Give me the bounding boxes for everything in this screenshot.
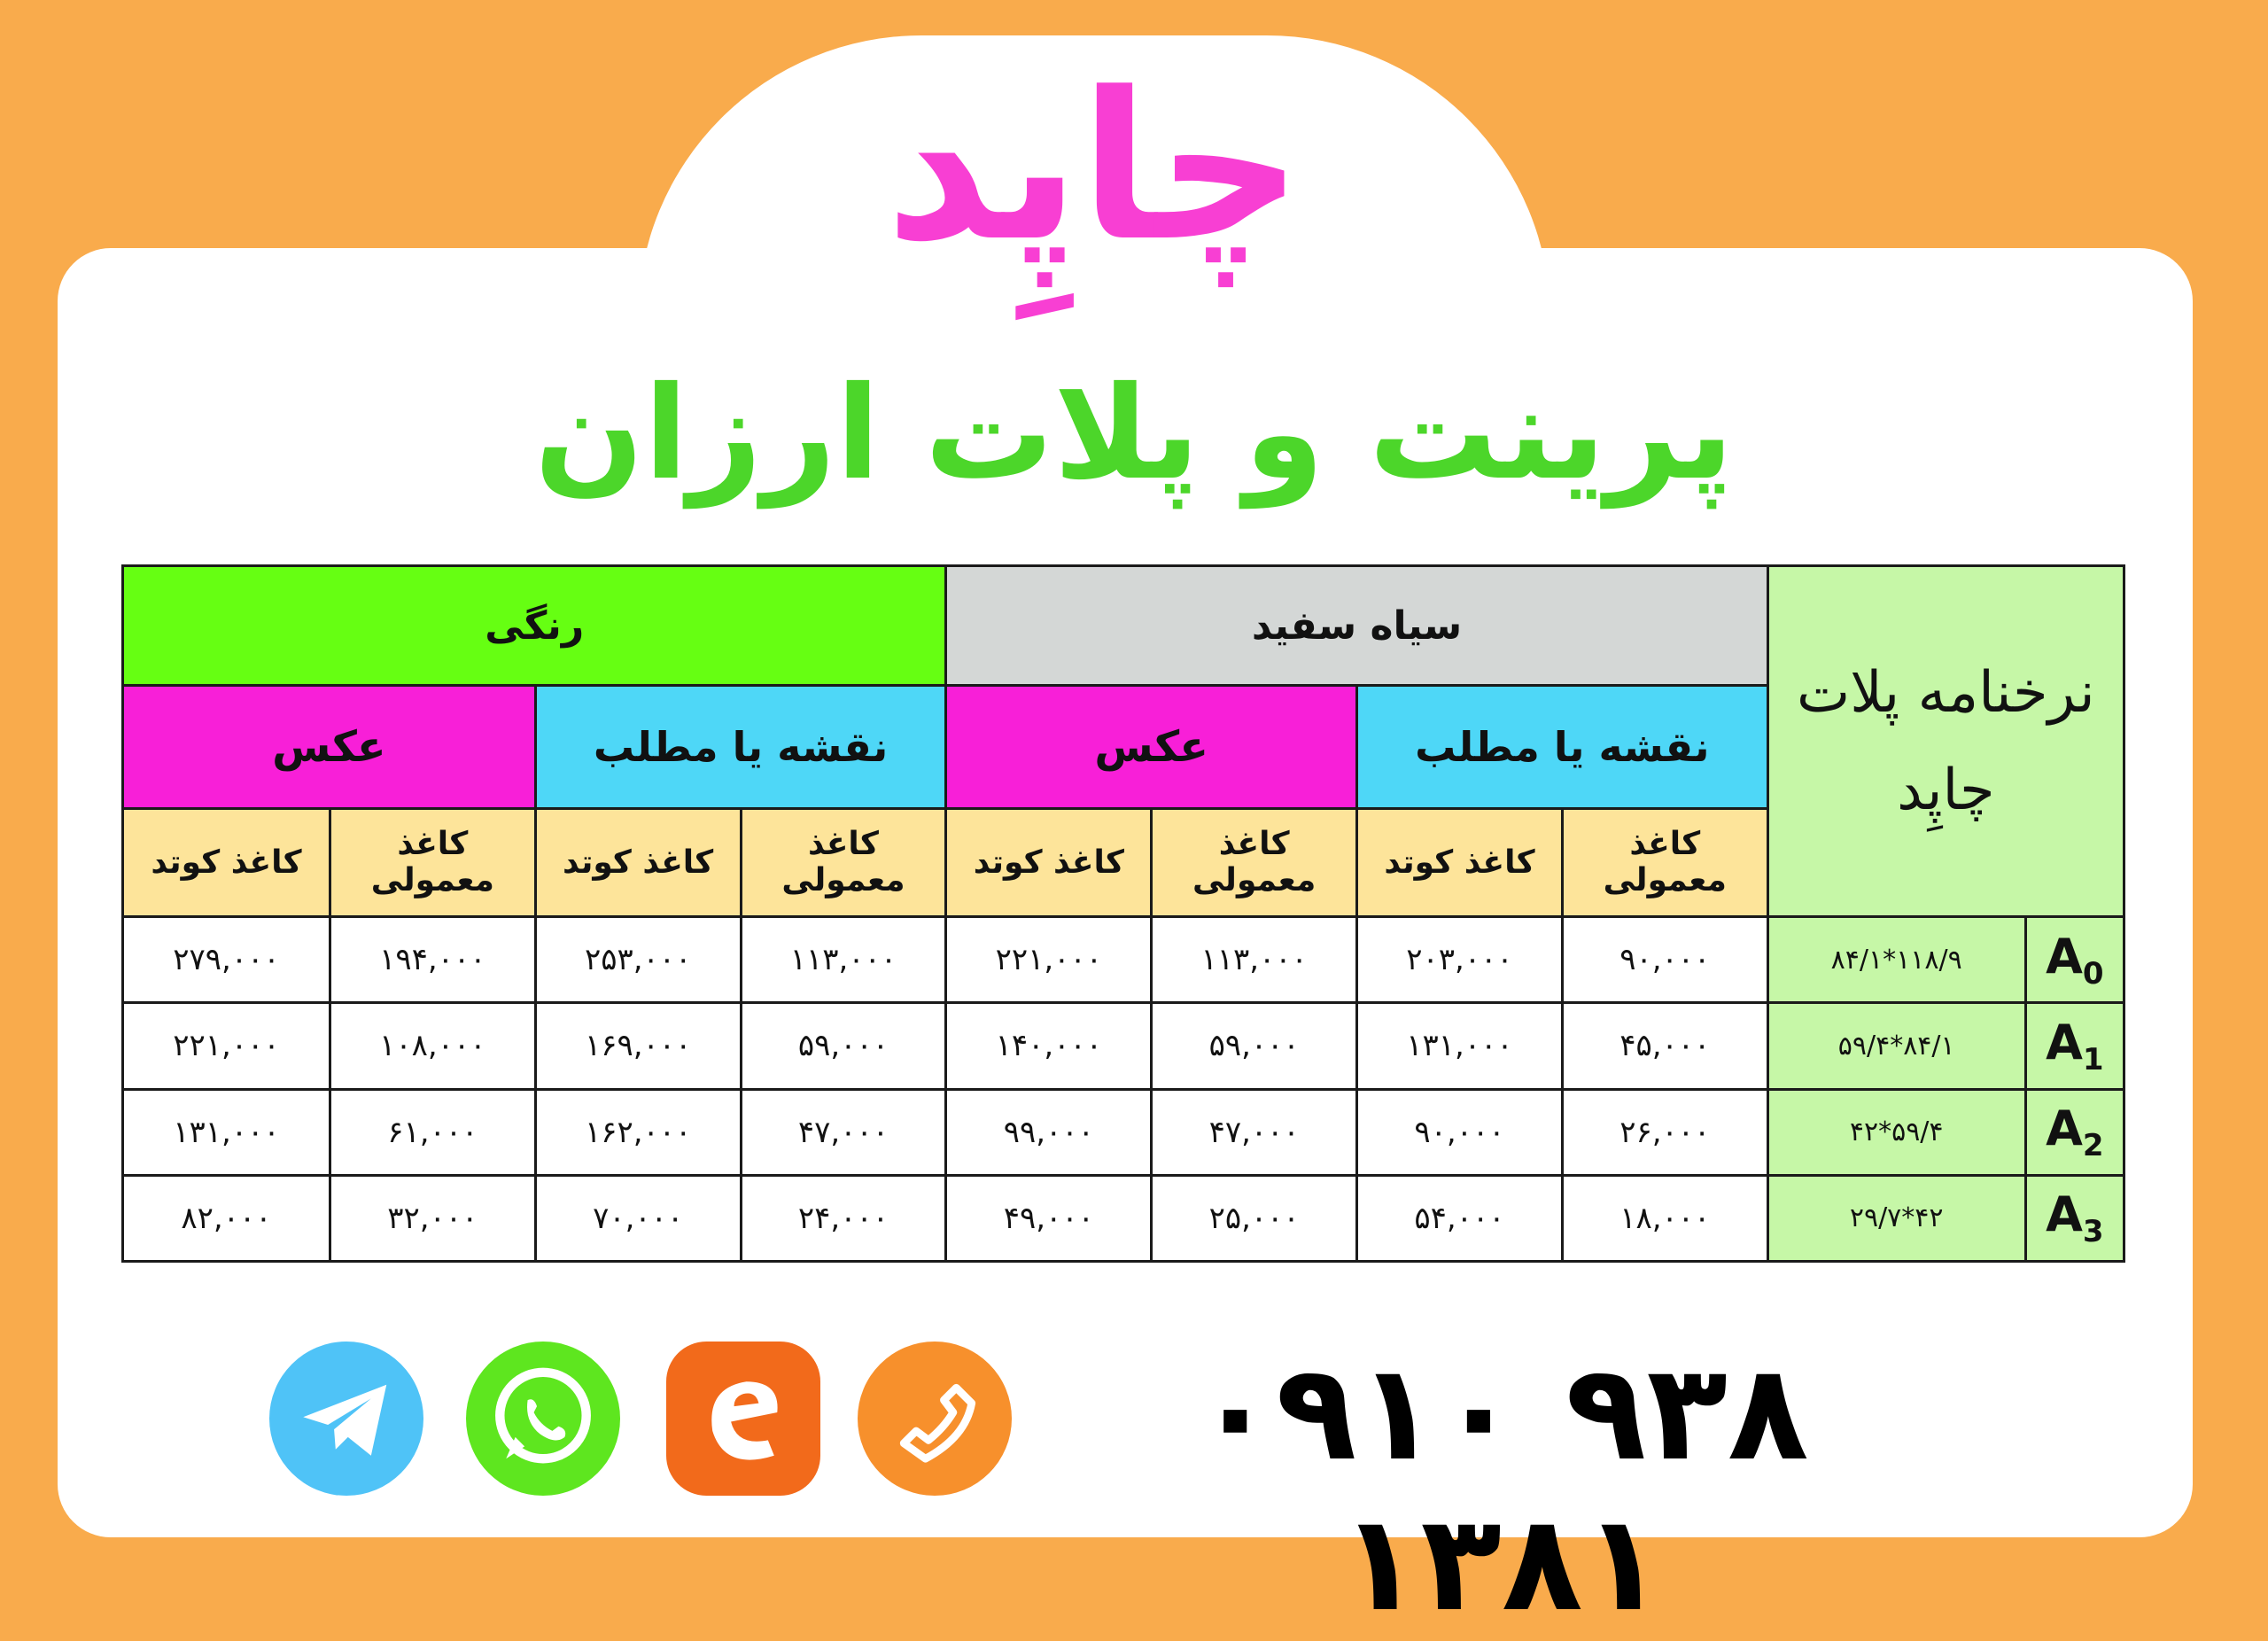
table-title: نرخنامه پلات چاپِد bbox=[1767, 566, 2124, 917]
price-cell: ۹۹,۰۰۰ bbox=[946, 1089, 1152, 1175]
group-black-white: سیاه سفید bbox=[946, 566, 1767, 686]
price-cell: ۱۱۳,۰۰۰ bbox=[741, 917, 946, 1003]
whatsapp-icon[interactable] bbox=[466, 1342, 620, 1496]
paper-dimensions: ۵۹/۴*۴۲ bbox=[1767, 1089, 2025, 1175]
price-cell: ۱۱۳,۰۰۰ bbox=[1152, 917, 1357, 1003]
price-cell: ۱۸,۰۰۰ bbox=[1562, 1175, 1767, 1261]
paper-normal: کاغذ معمولی bbox=[330, 808, 535, 916]
price-cell: ۲۶,۰۰۰ bbox=[1562, 1089, 1767, 1175]
price-cell: ۲۵,۰۰۰ bbox=[1152, 1175, 1357, 1261]
paper-coated: کاغذ کوتد bbox=[535, 808, 741, 916]
price-cell: ۵۴,۰۰۰ bbox=[1357, 1175, 1563, 1261]
group-color: رنگی bbox=[123, 566, 946, 686]
paper-dimensions: ۱۱۸/۹*۸۴/۱ bbox=[1767, 917, 2025, 1003]
eitaa-icon[interactable] bbox=[666, 1342, 820, 1496]
subgroup-bw-map: نقشه یا مطلب bbox=[1357, 686, 1768, 808]
price-cell: ۱۹۴,۰۰۰ bbox=[330, 917, 535, 1003]
price-cell: ۴۹,۰۰۰ bbox=[946, 1175, 1152, 1261]
price-cell: ۵۹,۰۰۰ bbox=[741, 1003, 946, 1089]
price-cell: ۳۲,۰۰۰ bbox=[330, 1175, 535, 1261]
table-row bbox=[123, 1175, 2124, 1261]
telegram-icon[interactable] bbox=[269, 1342, 423, 1496]
price-cell: ۱۳۱,۰۰۰ bbox=[123, 1089, 330, 1175]
price-cell: ۹۰,۰۰۰ bbox=[1357, 1089, 1563, 1175]
price-cell: ۴۷,۰۰۰ bbox=[741, 1089, 946, 1175]
phone-number[interactable]: ۰۹۱۰ ۹۳۸ ۱۳۸۱ bbox=[1194, 1336, 1809, 1641]
subgroup-color-photo: عکس bbox=[123, 686, 536, 808]
price-cell: ۸۲,۰۰۰ bbox=[123, 1175, 330, 1261]
price-cell: ۴۵,۰۰۰ bbox=[1562, 1003, 1767, 1089]
price-cell: ۱۰۸,۰۰۰ bbox=[330, 1003, 535, 1089]
paper-coated: کاغذ کوتد bbox=[1357, 808, 1563, 916]
price-cell: ۱۴۰,۰۰۰ bbox=[946, 1003, 1152, 1089]
table-row bbox=[123, 917, 2124, 1003]
price-cell: ۱۳۱,۰۰۰ bbox=[1357, 1003, 1563, 1089]
paper-normal: کاغذ معمولی bbox=[1152, 808, 1357, 916]
price-cell: ۱۶۹,۰۰۰ bbox=[535, 1003, 741, 1089]
price-cell: ۲۴,۰۰۰ bbox=[741, 1175, 946, 1261]
subgroup-color-map: نقشه یا مطلب bbox=[535, 686, 946, 808]
paper-normal: کاغذ معمولی bbox=[741, 808, 946, 916]
price-cell: ۲۰۳,۰۰۰ bbox=[1357, 917, 1563, 1003]
paper-size: $A_2$ bbox=[2025, 1089, 2124, 1175]
paper-dimensions: ۴۲*۲۹/۷ bbox=[1767, 1175, 2025, 1261]
subgroup-bw-photo: عکس bbox=[946, 686, 1357, 808]
table-row bbox=[123, 1089, 2124, 1175]
price-cell: ۴۷,۰۰۰ bbox=[1152, 1089, 1357, 1175]
price-cell: ۹۰,۰۰۰ bbox=[1562, 917, 1767, 1003]
price-cell: ۱۶۲,۰۰۰ bbox=[535, 1089, 741, 1175]
paper-size: $A_1$ bbox=[2025, 1003, 2124, 1089]
slogan: پرینت و پلات ارزان bbox=[534, 359, 1734, 509]
price-cell: ۷۰,۰۰۰ bbox=[535, 1175, 741, 1261]
price-cell: ۶۱,۰۰۰ bbox=[330, 1089, 535, 1175]
paper-dimensions: ۸۴/۱*۵۹/۴ bbox=[1767, 1003, 2025, 1089]
price-cell: ۵۹,۰۰۰ bbox=[1152, 1003, 1357, 1089]
paper-size: $A_0$ bbox=[2025, 917, 2124, 1003]
table-row bbox=[123, 1003, 2124, 1089]
brand-logo: چاپِد bbox=[885, 50, 1303, 286]
price-cell: ۲۵۳,۰۰۰ bbox=[535, 917, 741, 1003]
phone-icon[interactable] bbox=[858, 1342, 1012, 1496]
price-cell: ۲۲۱,۰۰۰ bbox=[946, 917, 1152, 1003]
price-cell: ۲۷۹,۰۰۰ bbox=[123, 917, 330, 1003]
paper-coated: کاغذ کوتد bbox=[123, 808, 330, 916]
price-table bbox=[121, 564, 2125, 1263]
paper-normal: کاغذ معمولی bbox=[1562, 808, 1767, 916]
price-cell: ۲۲۱,۰۰۰ bbox=[123, 1003, 330, 1089]
paper-coated: کاغذ کوتد bbox=[946, 808, 1152, 916]
paper-size: $A_3$ bbox=[2025, 1175, 2124, 1261]
